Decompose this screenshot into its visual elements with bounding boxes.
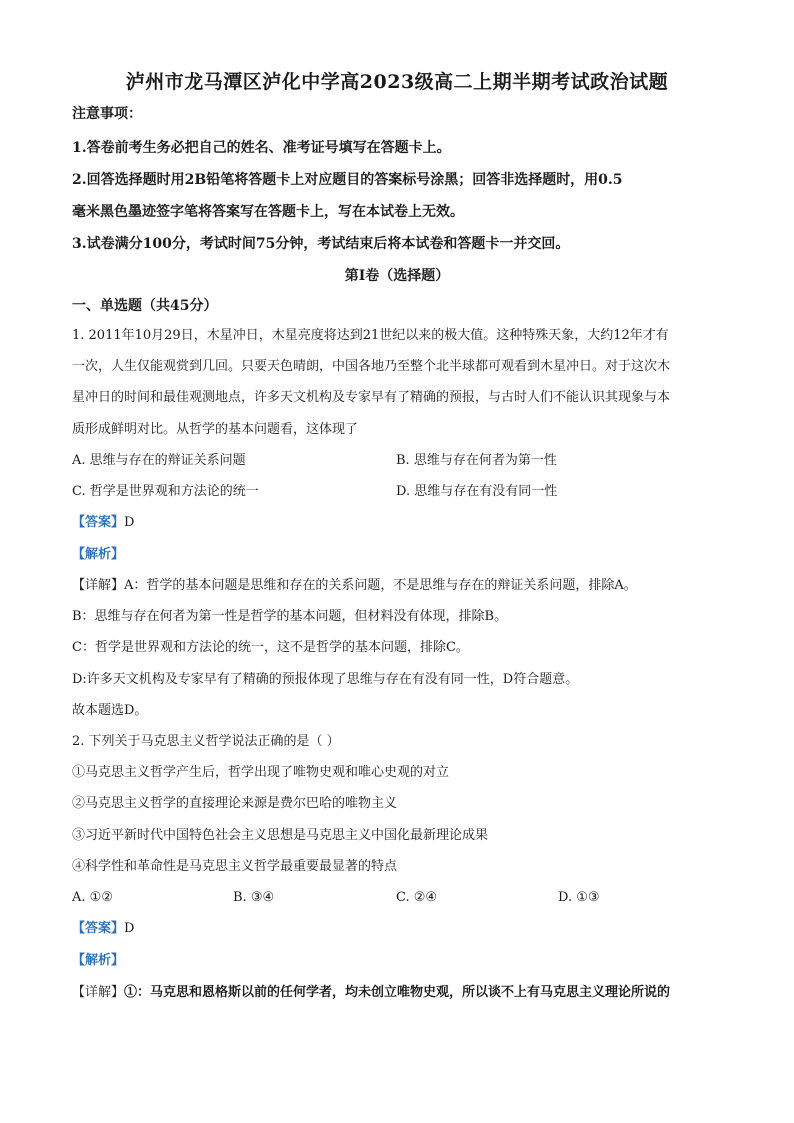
notice-heading: 注意事项： (72, 106, 142, 122)
q2-option-b: B. ③④ (233, 890, 275, 905)
q1-option-b: B. 思维与存在何者为第一性 (396, 453, 557, 468)
analysis-tag: 【解析】 (72, 953, 125, 968)
notice-item-2-cont: 毫米黑色墨迹签字笔将答案写在答题卡上，写在本试卷上无效。 (72, 204, 464, 220)
q2-detail-line-1 (72, 983, 722, 1003)
detail-tag: 【详解】 (72, 578, 125, 593)
volume-title: 第Ⅰ卷（选择题） (344, 268, 450, 284)
answer-tag: 【答案】 (72, 515, 125, 530)
notice-item-2: 2.回答选择题时用2B铅笔将答题卡上对应题目的答案标号涂黑；回答非选择题时，用0.5 (72, 172, 623, 188)
q1-stem-line-3: 星冲日的时间和最佳观测地点，许多天文机构及专家早有了精确的预报，与古时人们不能认识其现象与本 (72, 390, 671, 405)
q2-option-c: C. ②④ (396, 890, 438, 905)
notice-item-1: 1.答卷前考生务必把自己的姓名、准考证号填写在答题卡上。 (72, 140, 451, 156)
q2-item-2: ②马克思主义哲学的直接理论来源是费尔巴哈的唯物主义 (72, 796, 398, 811)
q2-option-d: D. ①③ (558, 890, 600, 905)
q2-item-1: ①马克思主义哲学产生后，哲学出现了唯物史观和唯心史观的对立 (72, 765, 450, 780)
q1-conclusion: 故本题选D。 (72, 703, 148, 718)
q1-analysis (72, 545, 722, 565)
detail-text: ①：马克思和恩格斯以前的任何学者，均未创立唯物史观，所以谈不上有马克思主义理论所说的 (124, 985, 671, 1000)
q1-stem-line-4: 质形成鲜明对比。从哲学的基本问题看，这体现了 (72, 422, 359, 437)
notice-item-3: 3.试卷满分100分，考试时间75分钟，考试结束后将本试卷和答题卡一并交回。 (72, 236, 570, 252)
q2-answer (72, 919, 722, 939)
q1-option-c: C. 哲学是世界观和方法论的统一 (72, 484, 259, 499)
detail-text: A：哲学的基本问题是思维和存在的关系问题，不是思维与存在的辩证关系问题，排除A。 (124, 578, 637, 593)
answer-value: D (124, 921, 135, 936)
q1-answer (72, 513, 722, 533)
answer-value: D (124, 515, 135, 530)
q2-stem: 2. 下列关于马克思主义哲学说法正确的是（ ） (72, 734, 340, 749)
q1-stem-line-2: 一次，人生仅能观赏到几回。只要天色晴朗，中国各地乃至整个北半球都可观看到木星冲日。对于这次木 (72, 359, 671, 374)
q2-item-3: ③习近平新时代中国特色社会主义思想是马克思主义中国化最新理论成果 (72, 828, 489, 843)
q1-option-a: A. 思维与存在的辩证关系问题 (72, 453, 246, 468)
q1-detail-line-3: C：哲学是世界观和方法论的统一，这不是哲学的基本问题，排除C。 (72, 640, 469, 655)
detail-tag: 【详解】 (72, 985, 125, 1000)
q1-detail-line-2: B：思维与存在何者为第一性是哲学的基本问题，但材料没有体现，排除B。 (72, 609, 508, 624)
exam-title: 泸州市龙马潭区泸化中学高2023级高二上期半期考试政治试题 (125, 71, 669, 93)
answer-tag: 【答案】 (72, 921, 125, 936)
q2-option-a: A. ①② (72, 890, 113, 905)
q1-detail-line-4: D:许多天文机构及专家早有了精确的预报体现了思维与存在有没有同一性，D符合题意。 (72, 672, 579, 687)
q1-stem-line-1: 1. 2011年10月29日，木星冲日，木星亮度将达到21世纪以来的极大值。这种特殊天象，大约12年才有 (72, 328, 669, 343)
q2-item-4: ④科学性和革命性是马克思主义哲学最重要最显著的特点 (72, 859, 398, 874)
q2-analysis (72, 951, 722, 971)
section-title: 一、单选题（共45分） (72, 298, 218, 314)
q1-option-d: D. 思维与存在有没有同一性 (396, 484, 558, 499)
analysis-tag: 【解析】 (72, 547, 125, 562)
q1-detail-line-1 (72, 576, 722, 596)
